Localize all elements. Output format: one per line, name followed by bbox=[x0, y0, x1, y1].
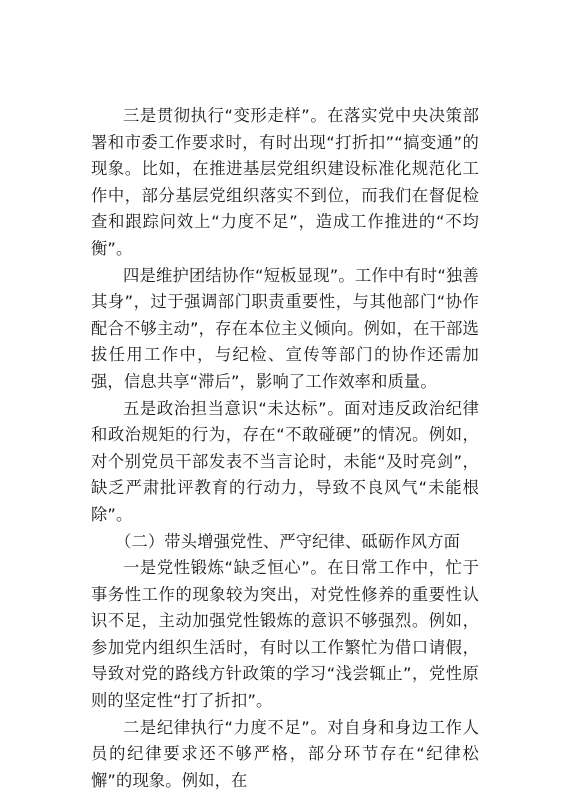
paragraph-three-distortion: 三是贯彻执行“变形走样”。在落实党中央决策部署和市委工作要求时，有时出现“打折扣”“搞变通”的现象。比如，在推进基层党组织建设标准化规范化工作中，部分基层党组织落实不到位，而我们在督促检查和跟踪问效上“力度不足”，造成工作推进的“不均衡”。 bbox=[91, 106, 479, 258]
section-heading: （二）带头增强党性、严守纪律、砥砺作风方面 bbox=[115, 531, 461, 551]
document-body bbox=[91, 103, 479, 794]
paragraph-two-discipline: 二是纪律执行“力度不足”。对自身和身边工作人员的纪律要求还不够严格，部分环节存在“纪律松懈”的现象。例如，在 bbox=[91, 717, 479, 790]
paragraph-one-party-spirit: 一是党性锻炼“缺乏恒心”。在日常工作中，忙于事务性工作的现象较为突出，对党性修养的重要性认识不足，主动加强党性锻炼的意识不够强烈。例如，参加党内组织生活时，有时以工作繁忙为借口请假，导致对党的路线方针政策的学习“浅尝辄止”，党性原则的坚定性“打了折扣”。 bbox=[91, 558, 479, 711]
paragraph-five-political-responsibility: 五是政治担当意识“未达标”。面对违反政治纪律和政治规矩的行为，存在“不敢碰硬”的情况。例如，对个别党员干部发表不当言论时，未能“及时亮剑”，缺乏严肃批评教育的行动力，导致不良风气“未能根除”。 bbox=[91, 398, 479, 524]
paragraph-four-cooperation: 四是维护团结协作“短板显现”。工作中有时“独善其身”，过于强调部门职责重要性，与其他部门“协作配合不够主动”，存在本位主义倾向。例如，在干部选拔任用工作中，与纪检、宣传等部门的协作还需加强，信息共享“滞后”，影响了工作效率和质量。 bbox=[91, 265, 479, 391]
